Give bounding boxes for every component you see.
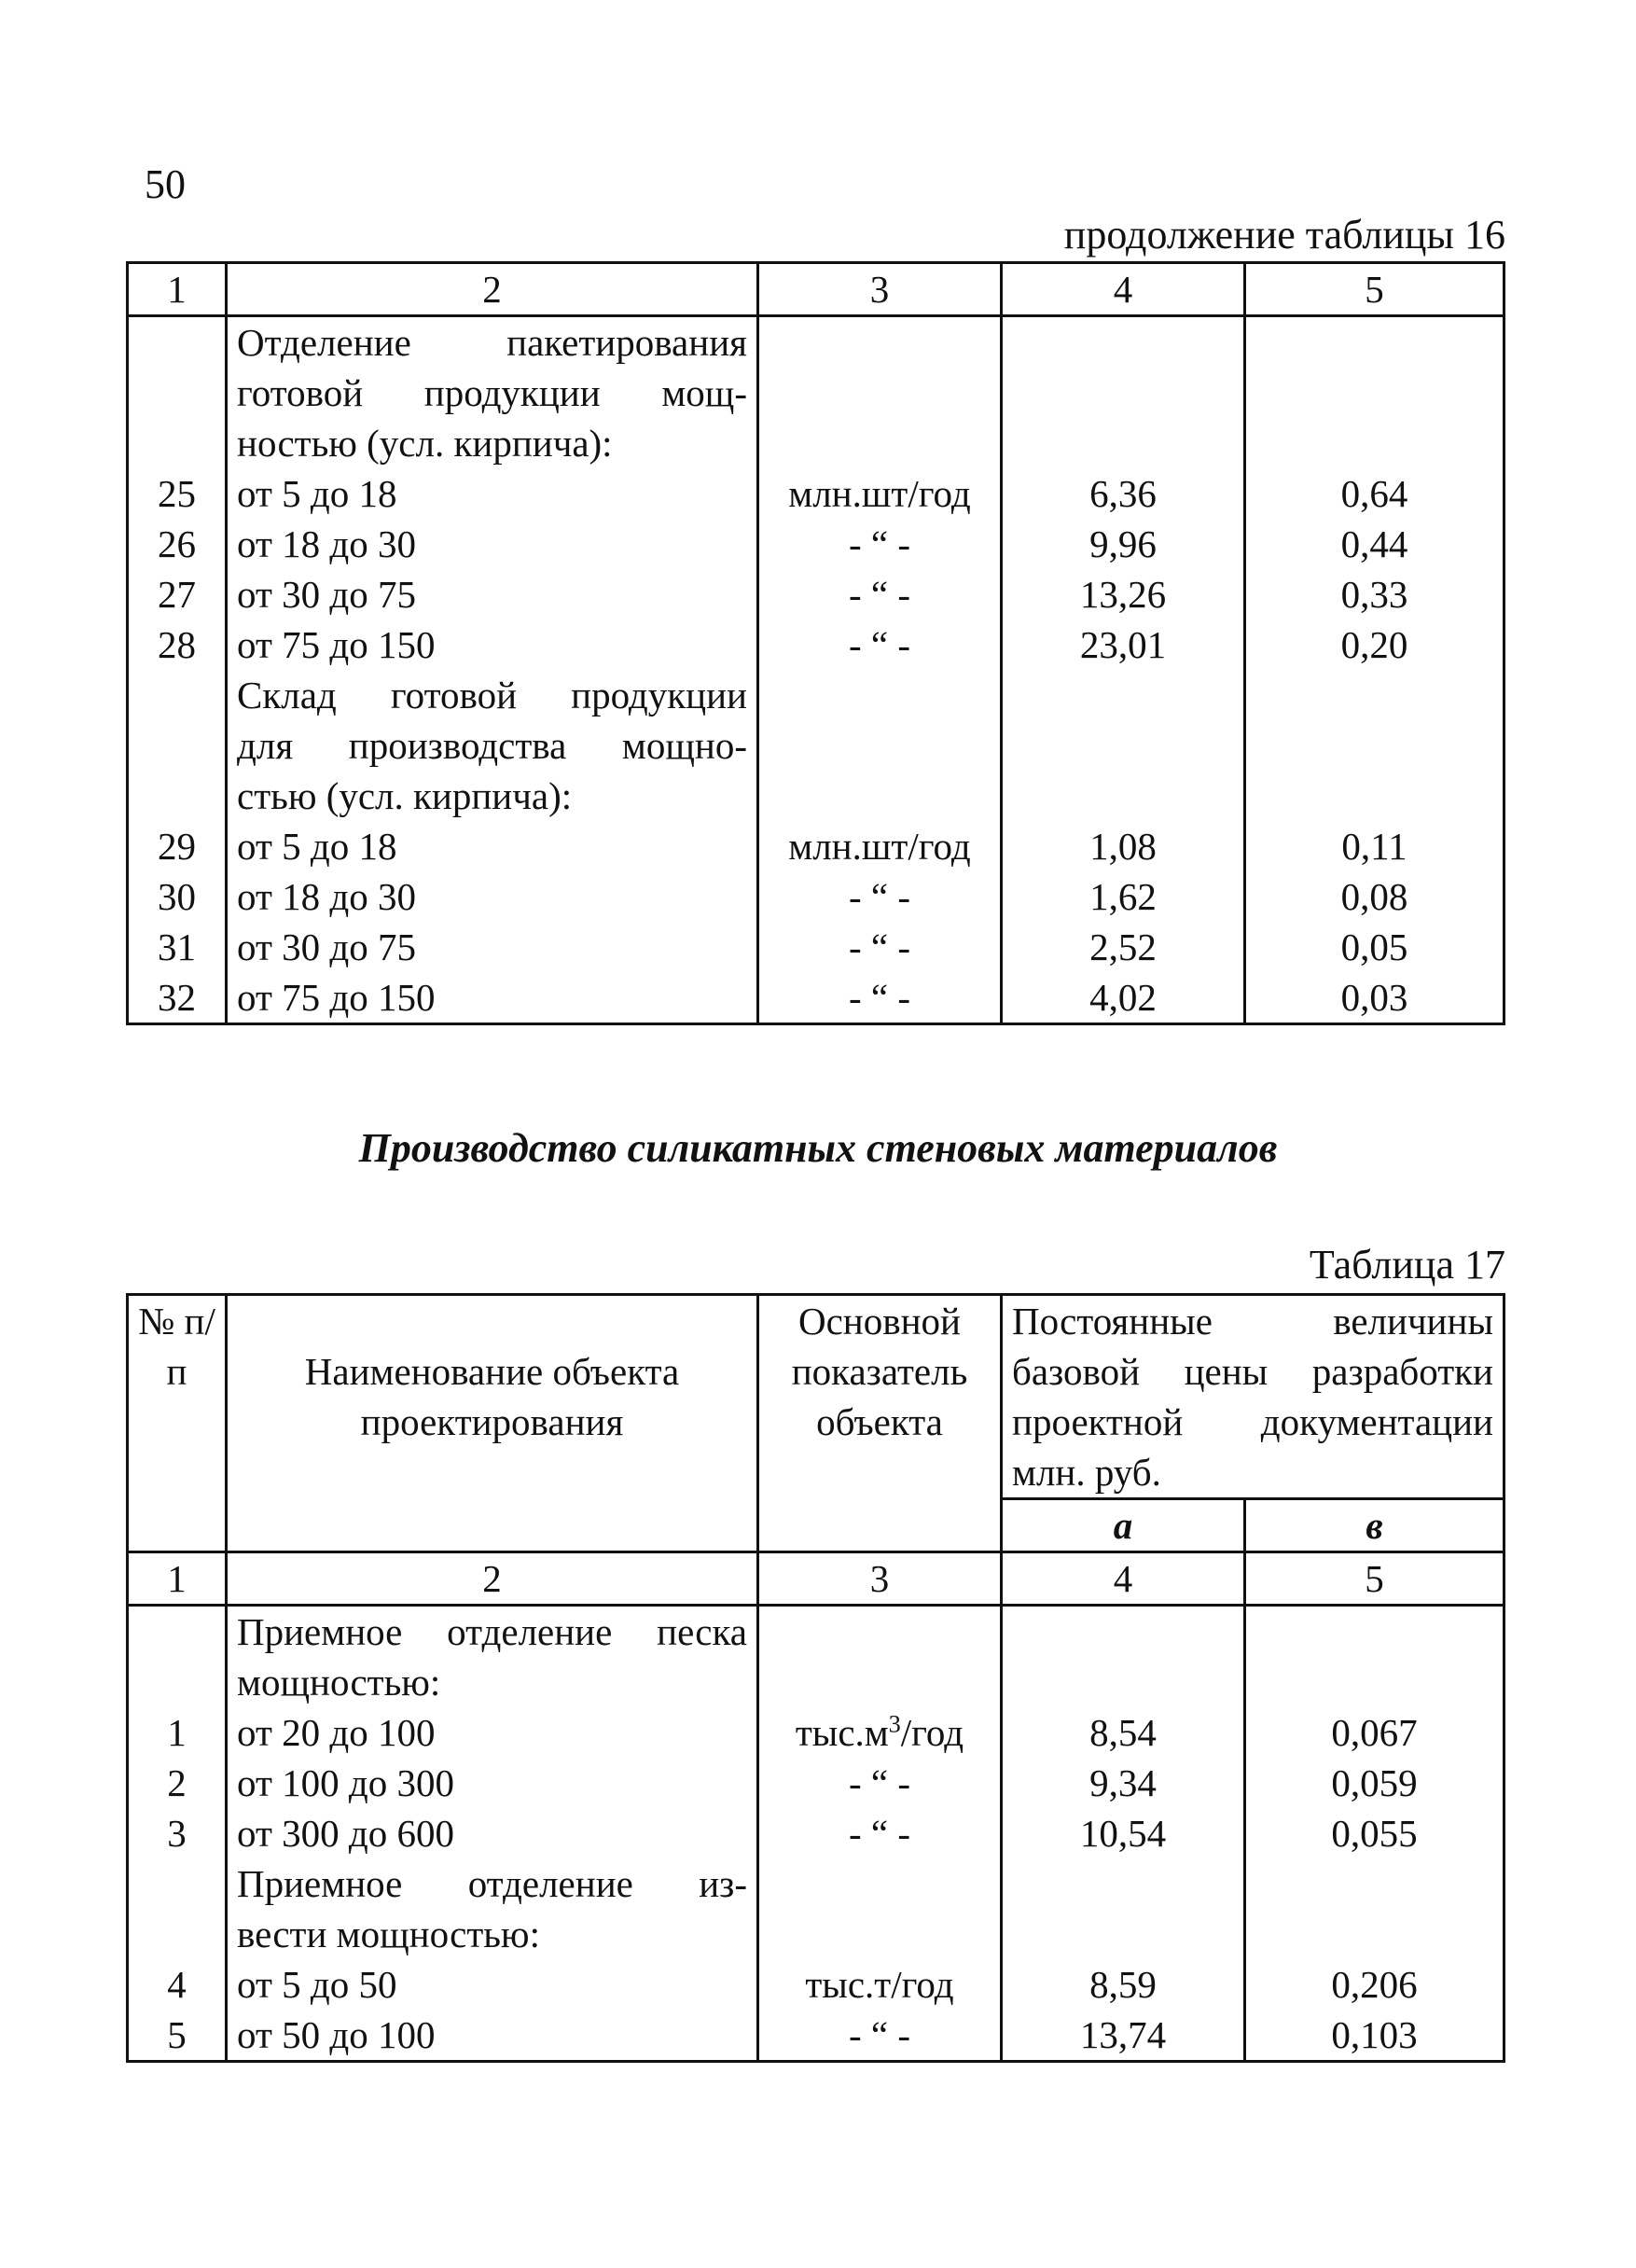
group-heading-line: мощностью: — [227, 1657, 758, 1707]
row-value-a: 1,08 — [1002, 821, 1245, 871]
table17-colnum: 1 — [128, 1552, 227, 1606]
row-value-a: 8,59 — [1002, 1959, 1245, 2010]
row-number: 26 — [128, 519, 227, 569]
row-number: 31 — [128, 922, 227, 972]
row-name: от 100 до 300 — [227, 1758, 758, 1808]
table17-colnum: 5 — [1245, 1552, 1504, 1606]
group-heading-line: ностью (усл. кирпича): — [227, 418, 758, 468]
table17-colnum: 4 — [1002, 1552, 1245, 1606]
row-unit: - “ - — [758, 922, 1002, 972]
table16-caption: продолжение таблицы 16 — [1063, 212, 1505, 257]
row-unit: тыс.т/год — [758, 1959, 1002, 2010]
row-value-b: 0,08 — [1245, 871, 1504, 922]
table-row — [128, 1707, 1504, 1758]
row-number: 29 — [128, 821, 227, 871]
table-row — [128, 519, 1504, 569]
row-number: 32 — [128, 972, 227, 1024]
row-unit — [758, 1707, 1002, 1758]
table16-colnum: 5 — [1245, 263, 1504, 316]
row-value-a: 6,36 — [1002, 468, 1245, 519]
row-value-b: 0,05 — [1245, 922, 1504, 972]
row-value-b: 0,33 — [1245, 569, 1504, 619]
table-row — [128, 468, 1504, 519]
row-value-b: 0,206 — [1245, 1959, 1504, 2010]
table17-header-row — [128, 1295, 1504, 1499]
table17-colnum: 2 — [227, 1552, 758, 1606]
row-value-a: 2,52 — [1002, 922, 1245, 972]
unit-superscript: 3 — [888, 1710, 901, 1738]
row-value-b: 0,055 — [1245, 1808, 1504, 1858]
page-number: 50 — [145, 161, 186, 207]
header-object-name: Наименование объекта проектирования — [227, 1295, 758, 1552]
table17-colnum: 3 — [758, 1552, 1002, 1606]
row-name: от 5 до 18 — [227, 821, 758, 871]
unit-suffix: /год — [900, 1711, 964, 1754]
table16-colnum: 4 — [1002, 263, 1245, 316]
header-sub-a: а — [1002, 1499, 1245, 1552]
group-heading-row — [128, 670, 1504, 720]
table-row — [128, 922, 1504, 972]
group-heading-row — [128, 720, 1504, 771]
group-heading-row — [128, 368, 1504, 418]
row-value-a: 9,34 — [1002, 1758, 1245, 1808]
row-unit: млн.шт/год — [758, 468, 1002, 519]
row-name: от 18 до 30 — [227, 519, 758, 569]
row-unit: - “ - — [758, 871, 1002, 922]
row-name: от 30 до 75 — [227, 922, 758, 972]
table-row — [128, 972, 1504, 1024]
row-value-a: 23,01 — [1002, 619, 1245, 670]
table16-colnum: 3 — [758, 263, 1002, 316]
row-value-b: 0,03 — [1245, 972, 1504, 1024]
table-row — [128, 619, 1504, 670]
row-value-a: 13,26 — [1002, 569, 1245, 619]
group-heading-line: вести мощностью: — [227, 1909, 758, 1959]
group-heading-row — [128, 1909, 1504, 1959]
group-heading-row — [128, 1858, 1504, 1909]
row-name: от 300 до 600 — [227, 1808, 758, 1858]
row-number: 27 — [128, 569, 227, 619]
table-row — [128, 871, 1504, 922]
row-value-b: 0,20 — [1245, 619, 1504, 670]
row-name: от 20 до 100 — [227, 1707, 758, 1758]
table17 — [126, 1293, 1505, 2063]
row-unit: - “ - — [758, 569, 1002, 619]
row-unit: - “ - — [758, 2010, 1002, 2062]
row-name: от 30 до 75 — [227, 569, 758, 619]
row-unit: - “ - — [758, 972, 1002, 1024]
table16-column-numbers — [128, 263, 1504, 316]
group-heading-row — [128, 1657, 1504, 1707]
table16-colnum: 2 — [227, 263, 758, 316]
row-name: от 18 до 30 — [227, 871, 758, 922]
row-value-b: 0,44 — [1245, 519, 1504, 569]
header-number: № п/п — [128, 1295, 227, 1552]
row-name: от 75 до 150 — [227, 972, 758, 1024]
table16-colnum: 1 — [128, 263, 227, 316]
row-unit: - “ - — [758, 1808, 1002, 1858]
row-value-b: 0,059 — [1245, 1758, 1504, 1808]
row-value-b: 0,64 — [1245, 468, 1504, 519]
table-row — [128, 1758, 1504, 1808]
row-name: от 75 до 150 — [227, 619, 758, 670]
group-heading-line: готовой продукции мощ- — [227, 368, 758, 418]
table-row — [128, 2010, 1504, 2062]
row-unit: млн.шт/год — [758, 821, 1002, 871]
header-main-indicator: Основной показатель объекта — [758, 1295, 1002, 1552]
row-unit: - “ - — [758, 519, 1002, 569]
row-value-b: 0,103 — [1245, 2010, 1504, 2062]
row-value-a: 1,62 — [1002, 871, 1245, 922]
row-number: 4 — [128, 1959, 227, 2010]
row-number: 1 — [128, 1707, 227, 1758]
group-heading-row — [128, 418, 1504, 468]
group-heading-line: Склад готовой продукции — [227, 670, 758, 720]
table-row — [128, 821, 1504, 871]
row-number: 3 — [128, 1808, 227, 1858]
group-heading-line: Отделение пакетирования — [227, 316, 758, 369]
row-name: от 50 до 100 — [227, 2010, 758, 2062]
table-row — [128, 1808, 1504, 1858]
row-value-a: 4,02 — [1002, 972, 1245, 1024]
row-value-b: 0,11 — [1245, 821, 1504, 871]
group-heading-line: стью (усл. кирпича): — [227, 771, 758, 821]
row-value-b: 0,067 — [1245, 1707, 1504, 1758]
row-value-a: 8,54 — [1002, 1707, 1245, 1758]
row-unit: - “ - — [758, 1758, 1002, 1808]
group-heading-line: для производства мощно- — [227, 720, 758, 771]
group-heading-line: Приемное отделение из- — [227, 1858, 758, 1909]
table-row — [128, 1959, 1504, 2010]
row-value-a: 10,54 — [1002, 1808, 1245, 1858]
group-heading-line: Приемное отделение песка — [227, 1606, 758, 1658]
section-title: Производство силикатных стеновых материалов — [358, 1125, 1278, 1171]
row-number: 28 — [128, 619, 227, 670]
table-row — [128, 569, 1504, 619]
row-number: 2 — [128, 1758, 227, 1808]
row-value-a: 9,96 — [1002, 519, 1245, 569]
unit-prefix: тыс.м — [795, 1711, 889, 1754]
row-name: от 5 до 18 — [227, 468, 758, 519]
row-value-a: 13,74 — [1002, 2010, 1245, 2062]
header-constant-values: Постоянные величины базовой цены разработки проектной документации млн. руб. — [1002, 1295, 1504, 1499]
group-heading-row — [128, 316, 1504, 369]
header-sub-b: в — [1245, 1499, 1504, 1552]
row-name: от 5 до 50 — [227, 1959, 758, 2010]
table17-caption: Таблица 17 — [1309, 1242, 1505, 1287]
row-number: 5 — [128, 2010, 227, 2062]
group-heading-row — [128, 771, 1504, 821]
row-number: 30 — [128, 871, 227, 922]
row-number: 25 — [128, 468, 227, 519]
group-heading-row — [128, 1606, 1504, 1658]
table17-column-numbers — [128, 1552, 1504, 1606]
table16 — [126, 261, 1505, 1025]
row-unit: - “ - — [758, 619, 1002, 670]
